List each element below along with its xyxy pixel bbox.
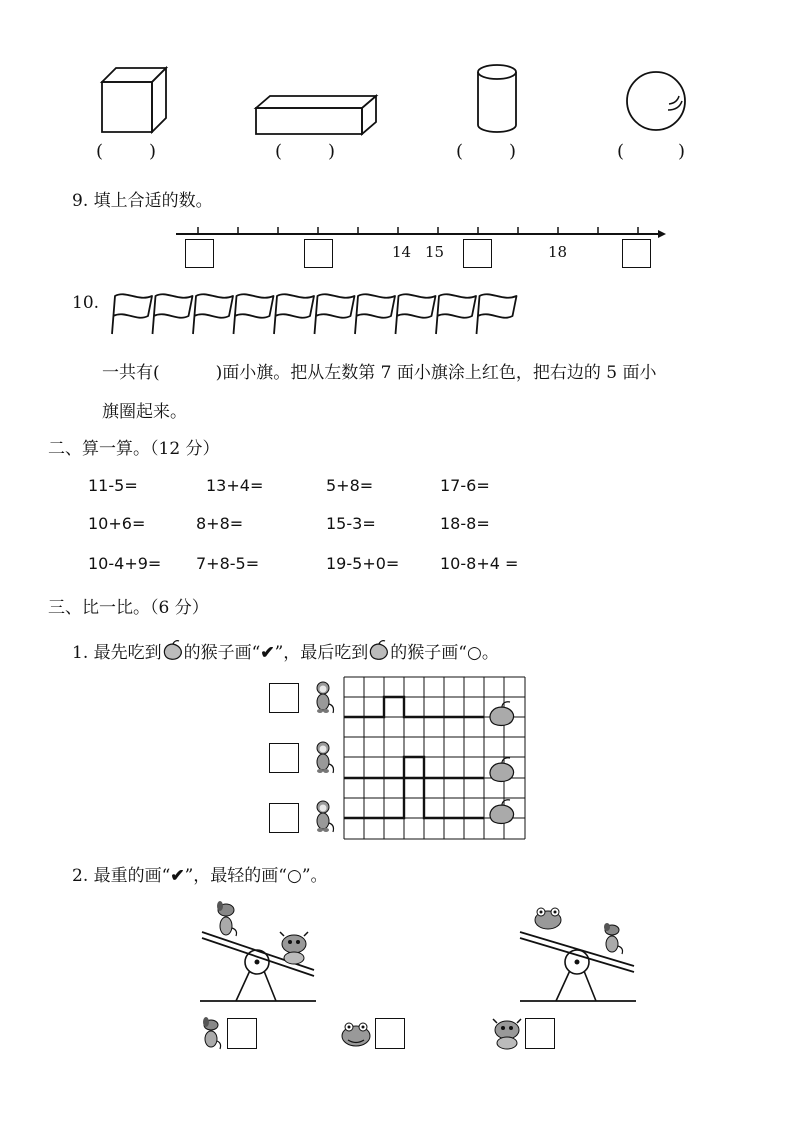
sphere-icon (625, 70, 689, 134)
dog-answer-box[interactable] (227, 1018, 257, 1049)
answer-paren-cube[interactable]: ( ) (96, 141, 157, 162)
section-3-title: 三、比一比。（6 分） (48, 598, 209, 618)
flag-icon[interactable] (193, 294, 233, 334)
peach-icon (162, 640, 184, 662)
calc-item[interactable]: 10-8+4 = (440, 554, 519, 573)
question-10-number: 10. (72, 293, 100, 313)
cow-icon (280, 932, 308, 964)
section-3-question-1: 1. 最先吃到 的猴子画“✔”，最后吃到 的猴子画“○。 (72, 638, 499, 663)
calc-item[interactable]: 10-4+9= (88, 554, 162, 573)
calc-item[interactable]: 11-5= (88, 476, 138, 495)
question-9-title: 9. 填上合适的数。 (72, 191, 213, 211)
monkey-answer-box-1[interactable] (269, 683, 299, 713)
calc-item[interactable]: 18-8= (440, 514, 490, 533)
monkey-icon (311, 680, 337, 716)
monkey-icon (311, 799, 337, 835)
calc-item[interactable]: 8+8= (196, 514, 244, 533)
number-line (176, 224, 676, 244)
monkey-answer-box-2[interactable] (269, 743, 299, 773)
calc-item[interactable]: 15-3= (326, 514, 376, 533)
cow-answer-box[interactable] (525, 1018, 555, 1049)
number-line-answer-box-3[interactable] (463, 239, 492, 268)
flags-row (108, 292, 528, 336)
flag-icon[interactable] (315, 294, 355, 334)
section-2-title: 二、算一算。（12 分） (48, 439, 220, 459)
flag-icon[interactable] (153, 294, 193, 334)
monkey-race-grid (344, 677, 528, 841)
calc-item[interactable]: 5+8= (326, 476, 374, 495)
number-line-answer-box-1[interactable] (185, 239, 214, 268)
cow-icon (491, 1016, 523, 1050)
question-10-line2: 旗圈起来。 (102, 402, 187, 422)
flag-icon[interactable] (436, 294, 476, 334)
seesaw-frog-vs-dog (516, 900, 640, 1004)
cuboid-icon (254, 94, 378, 136)
flag-icon[interactable] (274, 294, 314, 334)
seesaw-dog-vs-cow (196, 900, 320, 1004)
cube-icon (100, 66, 170, 136)
number-line-label-15: 15 (425, 243, 445, 261)
dog-icon (217, 901, 237, 936)
peach-icon (368, 640, 390, 662)
dog-icon (198, 1017, 224, 1053)
question-10-line1: 一共有( )面小旗。把从左数第 7 面小旗涂上红色，把右边的 5 面小 (102, 363, 657, 383)
calc-item[interactable]: 17-6= (440, 476, 490, 495)
answer-paren-sphere[interactable]: ( ) (617, 141, 686, 162)
flag-icon[interactable] (112, 294, 152, 334)
frog-answer-box[interactable] (375, 1018, 405, 1049)
calc-item[interactable]: 13+4= (206, 476, 264, 495)
flag-icon[interactable] (396, 294, 436, 334)
number-line-label-14: 14 (392, 243, 412, 261)
number-line-label-18: 18 (548, 243, 568, 261)
answer-paren-cylinder[interactable]: ( ) (456, 141, 517, 162)
flag-icon[interactable] (234, 294, 274, 334)
dog-icon (604, 923, 623, 954)
flag-icon[interactable] (477, 294, 517, 334)
frog-icon (535, 908, 561, 929)
cylinder-icon (475, 63, 519, 135)
calc-item[interactable]: 10+6= (88, 514, 146, 533)
flag-icon[interactable] (355, 294, 395, 334)
calc-item[interactable]: 7+8-5= (196, 554, 260, 573)
section-3-question-2: 2. 最重的画“✔”，最轻的画“○”。 (72, 866, 328, 886)
answer-paren-cuboid[interactable]: ( ) (275, 141, 336, 162)
monkey-answer-box-3[interactable] (269, 803, 299, 833)
number-line-answer-box-2[interactable] (304, 239, 333, 268)
number-line-answer-box-4[interactable] (622, 239, 651, 268)
monkey-icon (311, 740, 337, 776)
calc-item[interactable]: 19-5+0= (326, 554, 400, 573)
frog-icon (340, 1018, 372, 1050)
